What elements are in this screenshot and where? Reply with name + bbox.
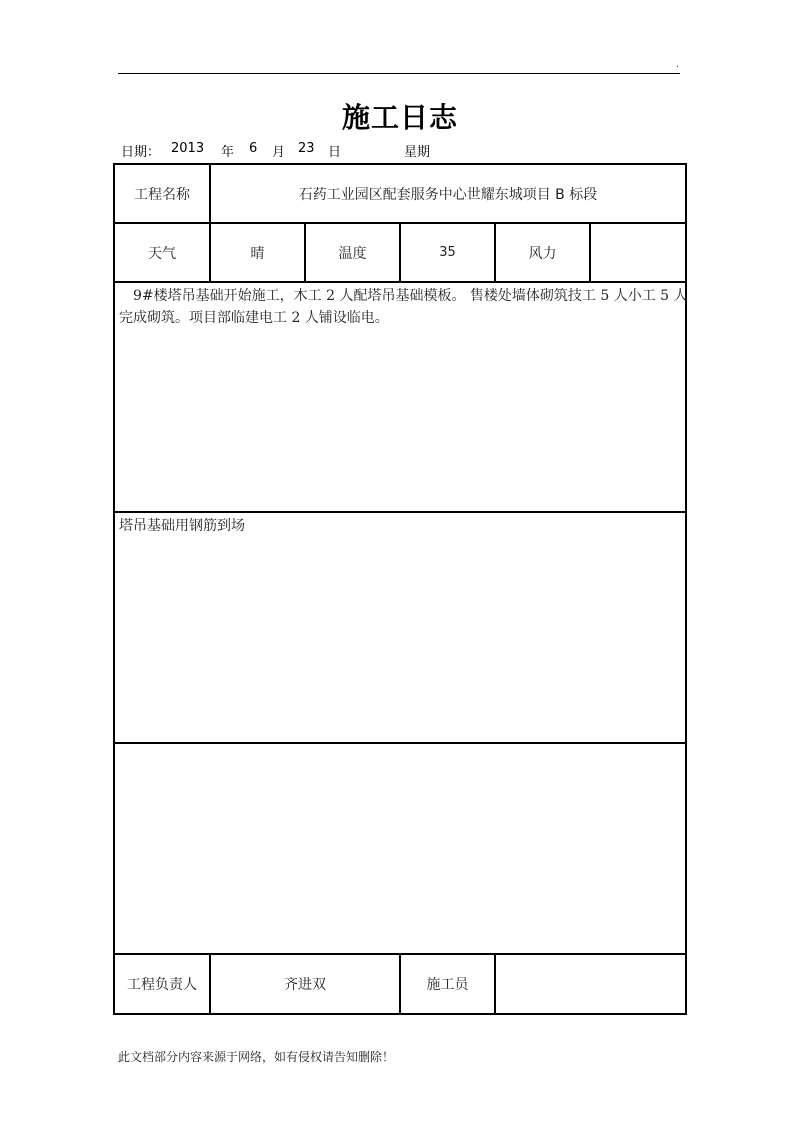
row-divider — [115, 511, 685, 513]
wind-label: 风力 — [528, 245, 557, 262]
date-month-unit: 月 — [272, 145, 286, 160]
page-title: 施工日志 — [341, 101, 458, 134]
constructor-value — [496, 955, 685, 1013]
project-name-value: 石药工业园区配套服务中心世耀东城项目 B 标段 — [298, 186, 598, 203]
date-year: 2013 — [171, 141, 205, 156]
project-name-label: 工程名称 — [134, 186, 190, 203]
weather-value: 晴 — [250, 245, 265, 262]
header-mark: . — [676, 60, 679, 70]
temperature-value: 35 — [439, 245, 456, 260]
construction-log-table — [113, 163, 687, 1015]
construction-content — [119, 285, 688, 329]
constructor-label: 施工员 — [426, 977, 469, 993]
date-day: 23 — [298, 141, 315, 156]
project-manager-value: 齐进双 — [284, 977, 326, 993]
date-day-unit: 日 — [328, 145, 342, 160]
weather-label: 天气 — [148, 245, 176, 262]
materials-content: 塔吊基础用钢筋到场 — [119, 518, 245, 534]
project-manager-label: 工程负责人 — [127, 977, 197, 993]
date-year-unit: 年 — [221, 145, 235, 160]
row-divider — [115, 742, 685, 744]
date-weekday-label: 星期 — [404, 145, 431, 160]
wind-value — [591, 224, 685, 281]
temperature-label: 温度 — [338, 245, 367, 262]
construction-content-line: 完成砌筑。项目部临建电工 2 人铺设临电。 — [119, 310, 389, 326]
footer-disclaimer: 此文档部分内容来源于网络，如有侵权请告知删除！ — [118, 1050, 395, 1064]
row-divider — [115, 281, 685, 283]
date-label: 日期： — [121, 145, 161, 160]
header-rule — [118, 73, 680, 74]
construction-content-line: 9#楼塔吊基础开始施工，木工 2 人配塔吊基础模板。 售楼处墙体砌筑技工 5 人小工 5 人 — [133, 288, 688, 304]
date-month: 6 — [249, 141, 258, 156]
